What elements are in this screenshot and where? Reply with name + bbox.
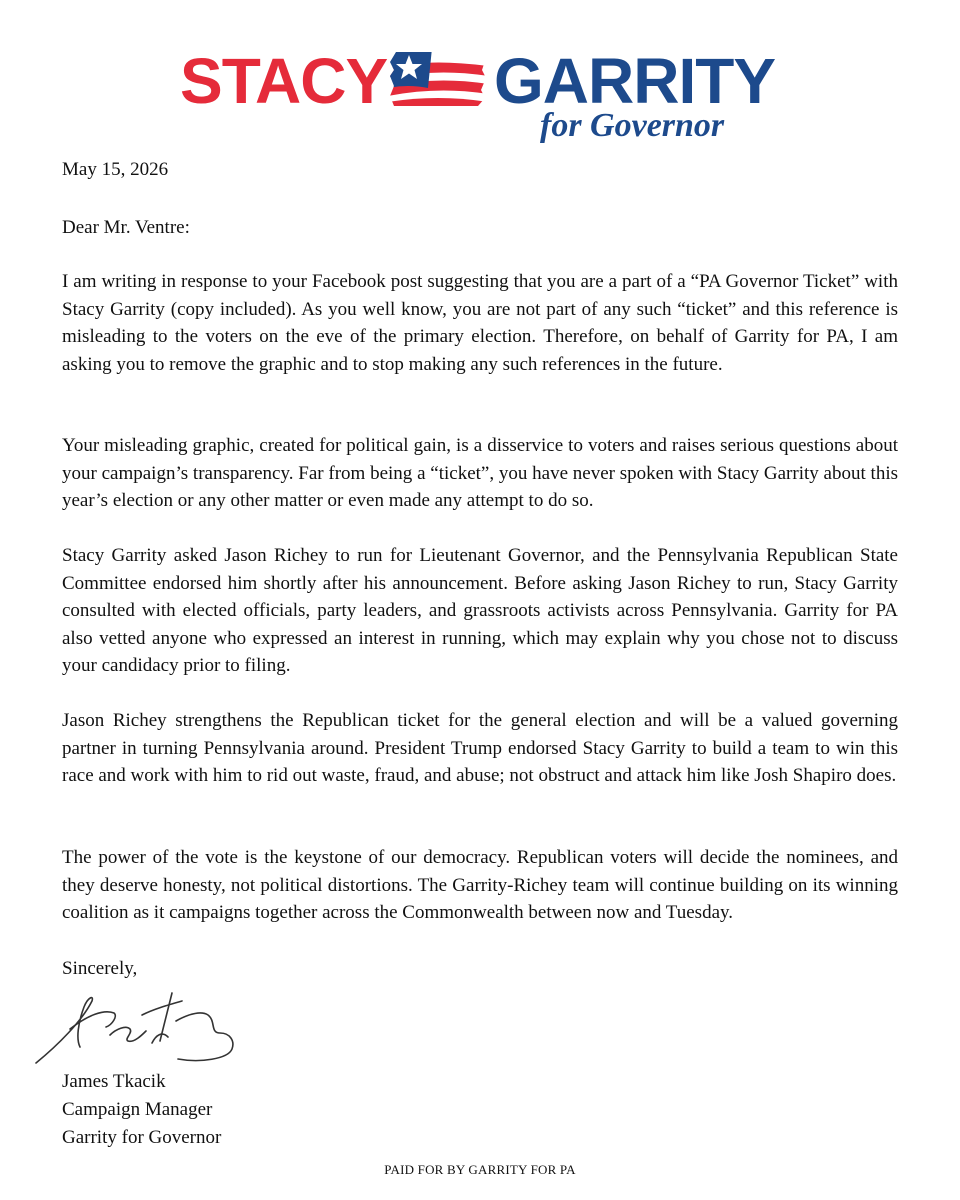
logo-tagline: for Governor: [540, 107, 725, 144]
letter-salutation: Dear Mr. Ventre:: [62, 217, 190, 238]
paid-for-disclaimer: PAID FOR BY GARRITY FOR PA: [384, 1162, 576, 1177]
signer-organization: Garrity for Governor: [62, 1127, 222, 1148]
logo-last-name: GARRITY: [494, 45, 775, 117]
signature-image: [30, 985, 245, 1070]
paragraph-5: The power of the vote is the keystone of our democracy. Republican voters will decide the nominees, and they deserve honesty, not political distortions. The Garrity-Richey team will continue building on its winning coalition as it campaigns together across the Commonwealth between now and Tuesday.: [62, 847, 898, 923]
logo-first-name: STACY: [180, 45, 388, 117]
signer-name: James Tkacik: [62, 1071, 166, 1092]
letter-date: May 15, 2026: [62, 159, 169, 180]
letter-closing: Sincerely,: [62, 958, 138, 979]
paragraph-2: Your misleading graphic, created for political gain, is a disservice to voters and raises serious questions about your campaign’s transparency. Far from being a “ticket”, you have never spoken with Stacy Garrity about this year’s election or any other matter or even made any attempt to do so.: [62, 435, 898, 511]
paragraph-1: I am writing in response to your Facebook post suggesting that you are a part of a “PA Governor Ticket” with Stacy Garrity (copy included). As you well know, you are not part of any such “ticket” and this reference is misleading to the voters on the eve of the primary election. Therefore, on behalf of Garrity for PA, I am asking you to remove the graphic and to stop making any such references in the future.: [62, 271, 898, 375]
paragraph-4: Jason Richey strengthens the Republican ticket for the general election and will be a valued governing partner in turning Pennsylvania around. President Trump endorsed Stacy Garrity to build a team to win this race and work with him to rid out waste, fraud, and abuse; not obstruct and attack him like Josh Shapiro does.: [62, 710, 898, 786]
keystone-flag-icon: [388, 48, 488, 110]
signature-block: [62, 1068, 221, 1152]
campaign-logo: [180, 40, 780, 148]
signer-title: Campaign Manager: [62, 1099, 213, 1120]
paragraph-3: Stacy Garrity asked Jason Richey to run for Lieutenant Governor, and the Pennsylvania Republican State Committee endorsed him shortly after his announcement. Before asking Jason Richey to run, Stacy Garrity consulted with elected officials, party leaders, and grassroots activists across Pennsylvania. Garrity for PA also vetted anyone who expressed an interest in running, which may explain why you chose not to discuss your candidacy prior to filing.: [62, 545, 898, 676]
